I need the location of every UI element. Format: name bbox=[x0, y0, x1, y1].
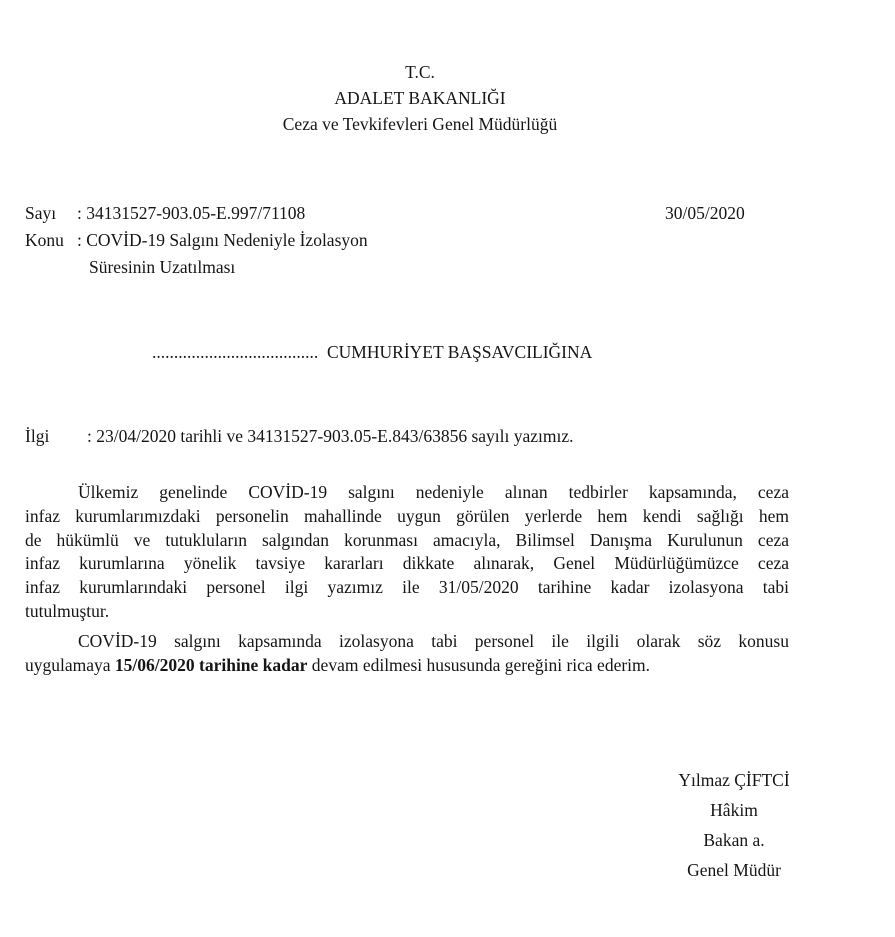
konu-label: Konu bbox=[25, 230, 64, 250]
paragraph-1-line: infaz kurumlarına yönelik tavsiye kararları dikkate alınarak, Genel Müdürlüğümüzce ceza bbox=[25, 553, 789, 574]
konu-value: : COVİD-19 Salgını Nedeniyle İzolasyon bbox=[77, 230, 368, 250]
paragraph-1-line: infaz kurumlarımızdaki personelin mahallinde uygun görülen yerlerde hem kendi sağlığı hem bbox=[25, 505, 789, 526]
deadline-emphasis: 15/06/2020 tarihine kadar bbox=[114, 654, 308, 675]
paragraph-1-line: infaz kurumlarındaki personel ilgi yazımız ile 31/05/2020 tarihine kadar izolasyona tabi bbox=[25, 577, 789, 598]
signer-title: Hâkim bbox=[710, 800, 758, 820]
letterhead-directorate: Ceza ve Tevkifevleri Genel Müdürlüğü bbox=[282, 114, 558, 134]
paragraph-2-text: devam edilmesi hususunda gereğini rica ederim. bbox=[307, 654, 651, 675]
sayi-label: Sayı bbox=[25, 203, 57, 223]
paragraph-1-line: tutulmuştur. bbox=[25, 600, 110, 621]
letterhead-tc: T.C. bbox=[405, 62, 435, 82]
ilgi-value: : 23/04/2020 tarihli ve 34131527-903.05-E.843/63856 sayılı yazımız. bbox=[87, 426, 574, 446]
paragraph-1-line: Ülkemiz genelinde COVİD-19 salgını nedeniyle alınan tedbirler kapsamında, ceza bbox=[78, 482, 789, 502]
ilgi-label: İlgi bbox=[25, 426, 50, 446]
letterhead-ministry: ADALET BAKANLIĞI bbox=[334, 88, 506, 108]
recipient-name: CUMHURİYET BAŞSAVCILIĞINA bbox=[327, 342, 593, 362]
recipient-dots: ...................................... bbox=[152, 342, 319, 362]
document-date: 30/05/2020 bbox=[665, 203, 745, 223]
paragraph-2-line bbox=[25, 654, 789, 678]
sayi-value: : 34131527-903.05-E.997/71108 bbox=[77, 203, 306, 223]
paragraph-2-line: COVİD-19 salgını kapsamında izolasyona tabi personel ile ilgili olarak söz konusu bbox=[78, 631, 789, 651]
sayi-row bbox=[25, 203, 305, 224]
letterhead bbox=[0, 59, 840, 137]
recipient-line bbox=[152, 342, 592, 363]
paragraph-1-line: de hükümlü ve tutukluların salgından korunması amacıyla, Bilimsel Danışma Kurulunun ceza bbox=[25, 529, 789, 550]
konu-row bbox=[25, 230, 368, 251]
konu-value-continued: Süresinin Uzatılması bbox=[89, 257, 236, 277]
signer-on-behalf: Bakan a. bbox=[703, 830, 765, 850]
ilgi-row bbox=[25, 426, 574, 447]
body-paragraph-1 bbox=[25, 481, 789, 624]
paragraph-2-text: uygulamaya bbox=[25, 654, 115, 675]
signer-position: Genel Müdür bbox=[687, 860, 781, 880]
signature-block bbox=[612, 765, 856, 885]
body-paragraph-2 bbox=[25, 630, 789, 678]
signer-name: Yılmaz ÇİFTCİ bbox=[678, 770, 790, 790]
